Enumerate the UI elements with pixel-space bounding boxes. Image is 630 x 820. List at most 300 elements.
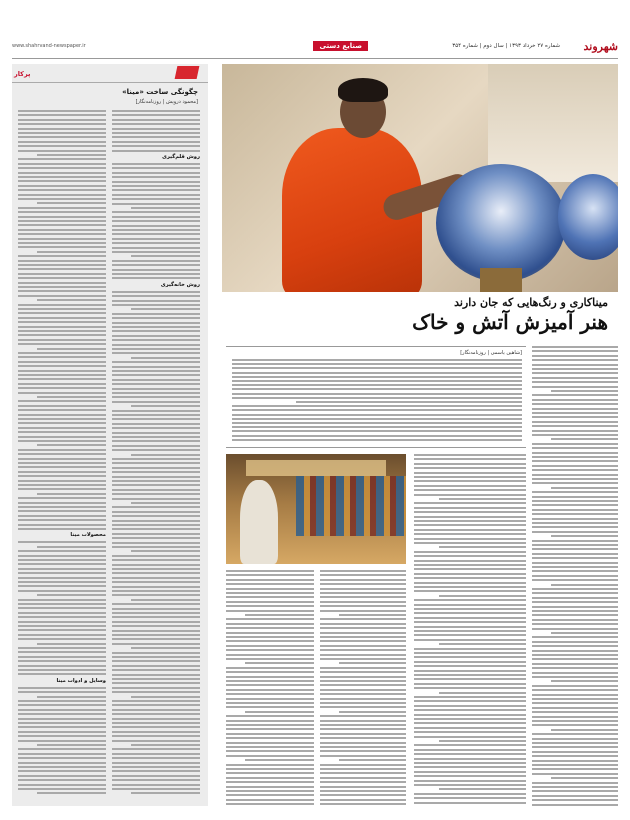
- text-line: [414, 533, 526, 535]
- text-line: [551, 777, 618, 779]
- text-line: [112, 515, 200, 517]
- text-line: [532, 403, 618, 405]
- text-line: [112, 559, 200, 561]
- text-line: [439, 643, 526, 645]
- text-line: [112, 370, 200, 372]
- text-line: [112, 489, 200, 491]
- text-line: [414, 604, 526, 606]
- text-line: [320, 693, 406, 695]
- text-line: [320, 728, 406, 730]
- text-line: [112, 238, 200, 240]
- text-line: [339, 759, 406, 761]
- text-line: [18, 458, 106, 460]
- text-line: [439, 498, 526, 500]
- text-line: [414, 599, 526, 601]
- text-line: [532, 667, 618, 669]
- text-line: [37, 744, 106, 746]
- text-line: [226, 684, 314, 686]
- text-line: [226, 799, 314, 801]
- text-line: [18, 233, 106, 235]
- text-line: [18, 123, 106, 125]
- text-line: [226, 592, 314, 594]
- text-line: [532, 460, 618, 462]
- text-line: [131, 744, 200, 746]
- sidebar-column-left: [18, 110, 106, 798]
- text-line: [320, 583, 406, 585]
- text-line: [18, 365, 106, 367]
- text-line: [18, 387, 106, 389]
- text-line: [532, 421, 618, 423]
- text-line: [232, 414, 522, 416]
- text-line: [532, 760, 618, 762]
- text-line: [112, 114, 200, 116]
- text-line: [112, 757, 200, 759]
- text-line: [532, 768, 618, 770]
- text-line: [532, 504, 618, 506]
- text-line: [414, 467, 526, 469]
- red-flag-icon: [175, 66, 200, 79]
- text-line: [112, 291, 200, 293]
- article-kicker: میناکاری و رنگ‌هایی که جان دارند: [454, 296, 608, 309]
- text-line: [112, 330, 200, 332]
- text-line: [18, 207, 106, 209]
- text-line: [245, 711, 314, 713]
- text-line: [18, 449, 106, 451]
- sidebar-author: [محمود درویش | روزنامه‌نگار]: [135, 99, 198, 105]
- text-line: [532, 377, 618, 379]
- text-line: [18, 510, 106, 512]
- text-line: [131, 502, 200, 504]
- text-line: [226, 601, 314, 603]
- text-line: [226, 671, 314, 673]
- text-line: [320, 654, 406, 656]
- text-line: [226, 737, 314, 739]
- text-line: [414, 520, 526, 522]
- text-line: [226, 640, 314, 642]
- text-line: [532, 672, 618, 674]
- text-line: [18, 673, 106, 675]
- text-line: [18, 361, 106, 363]
- text-line: [414, 758, 526, 760]
- text-line: [112, 388, 200, 390]
- issue-line: شماره ۲۷ خرداد ۱۳۹۳ | سال دوم | شماره ۳۵۴: [452, 43, 560, 49]
- text-line: [18, 665, 106, 667]
- text-line: [414, 458, 526, 460]
- text-line: [320, 596, 406, 598]
- text-line: [532, 746, 618, 748]
- text-line: [414, 476, 526, 478]
- text-line: [18, 370, 106, 372]
- text-line: [112, 220, 200, 222]
- text-line: [112, 392, 200, 394]
- text-line: [414, 507, 526, 509]
- text-line: [112, 269, 200, 271]
- text-line: [112, 493, 200, 495]
- text-line: [414, 709, 526, 711]
- text-line: [112, 603, 200, 605]
- text-line: [532, 720, 618, 722]
- text-line: [226, 579, 314, 581]
- text-line: [112, 775, 200, 777]
- text-line: [18, 572, 106, 574]
- text-line: [18, 436, 106, 438]
- text-line: [532, 755, 618, 757]
- text-line: [339, 614, 406, 616]
- article-column-2: [414, 454, 526, 806]
- text-line: [532, 610, 618, 612]
- text-line: [532, 434, 618, 436]
- text-line: [112, 577, 200, 579]
- text-line: [320, 794, 406, 796]
- text-line: [532, 346, 618, 348]
- text-line: [18, 418, 106, 420]
- text-line: [414, 485, 526, 487]
- text-line: [131, 405, 200, 407]
- text-line: [18, 119, 106, 121]
- text-line: [320, 715, 406, 717]
- text-line: [320, 623, 406, 625]
- text-line: [414, 696, 526, 698]
- text-line: [112, 564, 200, 566]
- text-line: [131, 308, 200, 310]
- text-line: [112, 590, 200, 592]
- text-line: [320, 667, 406, 669]
- text-line: [532, 469, 618, 471]
- text-line: [18, 194, 106, 196]
- text-line: [18, 563, 106, 565]
- photo-enamel-wall: [296, 476, 406, 536]
- text-line: [18, 748, 106, 750]
- text-line: [112, 476, 200, 478]
- text-line: [18, 488, 106, 490]
- text-line: [18, 502, 106, 504]
- text-line: [532, 716, 618, 718]
- text-line: [18, 651, 106, 653]
- text-line: [18, 136, 106, 138]
- text-line: [112, 520, 200, 522]
- text-line: [439, 595, 526, 597]
- text-line: [414, 687, 526, 689]
- text-line: [18, 612, 106, 614]
- text-line: [226, 583, 314, 585]
- text-line: [18, 621, 106, 623]
- text-line: [226, 715, 314, 717]
- text-line: [18, 515, 106, 517]
- text-line: [414, 661, 526, 663]
- text-line: [320, 777, 406, 779]
- text-line: [320, 671, 406, 673]
- text-line: [112, 366, 200, 368]
- text-line: [18, 766, 106, 768]
- text-line: [532, 513, 618, 515]
- text-line: [112, 731, 200, 733]
- text-line: [18, 506, 106, 508]
- text-line: [226, 772, 314, 774]
- text-line: [18, 260, 106, 262]
- text-line: [37, 493, 106, 495]
- text-line: [551, 535, 618, 537]
- text-line: [18, 321, 106, 323]
- text-line: [532, 676, 618, 678]
- text-line: [112, 361, 200, 363]
- text-line: [339, 711, 406, 713]
- text-line: [112, 247, 200, 249]
- text-line: [18, 431, 106, 433]
- text-line: [18, 339, 106, 341]
- text-line: [320, 803, 406, 805]
- text-line: [18, 220, 106, 222]
- text-line: [532, 654, 618, 656]
- text-line: [37, 792, 106, 794]
- text-line: [112, 638, 200, 640]
- text-line: [232, 426, 522, 428]
- text-line: [532, 478, 618, 480]
- text-line: [112, 656, 200, 658]
- text-line: [532, 465, 618, 467]
- text-line: [532, 738, 618, 740]
- text-line: [532, 443, 618, 445]
- text-line: [232, 405, 522, 407]
- sidebar-header: [12, 64, 208, 83]
- text-line: [320, 680, 406, 682]
- text-line: [532, 619, 618, 621]
- text-line: [112, 700, 200, 702]
- text-line: [112, 110, 200, 112]
- text-line: [18, 700, 106, 702]
- photo-bowl-stand: [480, 268, 522, 292]
- text-line: [532, 548, 618, 550]
- text-line: [414, 700, 526, 702]
- text-line: [439, 692, 526, 694]
- text-line: [226, 618, 314, 620]
- text-line: [320, 632, 406, 634]
- text-line: [414, 538, 526, 540]
- text-line: [232, 393, 522, 395]
- text-line: [112, 374, 200, 376]
- text-line: [112, 317, 200, 319]
- text-line: [131, 255, 200, 257]
- text-line: [112, 669, 200, 671]
- text-line: [18, 550, 106, 552]
- text-line: [112, 753, 200, 755]
- text-line: [37, 348, 106, 350]
- text-line: [18, 150, 106, 152]
- text-line: [414, 802, 526, 804]
- text-line: [112, 379, 200, 381]
- text-line: [112, 304, 200, 306]
- text-line: [18, 607, 106, 609]
- text-line: [18, 541, 106, 543]
- newspaper-logo: شهروند: [583, 40, 618, 53]
- sidebar-label: پرکار: [14, 70, 31, 78]
- text-line: [112, 449, 200, 451]
- text-line: [18, 383, 106, 385]
- text-line: [532, 522, 618, 524]
- text-line: [112, 546, 200, 548]
- text-line: [532, 623, 618, 625]
- text-line: [551, 438, 618, 440]
- text-line: [37, 251, 106, 253]
- text-line: [112, 277, 200, 279]
- text-line: [226, 574, 314, 576]
- text-line: [414, 454, 526, 456]
- text-line: [532, 689, 618, 691]
- text-line: [532, 570, 618, 572]
- text-line: [414, 542, 526, 544]
- text-line: [112, 735, 200, 737]
- text-line: [414, 502, 526, 504]
- text-line: [414, 762, 526, 764]
- text-line: [18, 638, 106, 640]
- text-line: [232, 380, 522, 382]
- text-line: [112, 295, 200, 297]
- text-line: [112, 414, 200, 416]
- text-line: [414, 529, 526, 531]
- text-line: [414, 639, 526, 641]
- text-line: [532, 707, 618, 709]
- text-line: [414, 608, 526, 610]
- text-line: [112, 581, 200, 583]
- text-line: [226, 596, 314, 598]
- text-line: [296, 401, 522, 403]
- text-line: [18, 577, 106, 579]
- text-line: [414, 551, 526, 553]
- text-line: [532, 544, 618, 546]
- text-line: [18, 735, 106, 737]
- text-line: [112, 498, 200, 500]
- text-line: [232, 409, 522, 411]
- text-line: [532, 592, 618, 594]
- text-line: [532, 636, 618, 638]
- text-line: [112, 555, 200, 557]
- text-line: [414, 793, 526, 795]
- sidebar-subheading: روش خانه‌گیری: [160, 281, 200, 288]
- text-line: [414, 744, 526, 746]
- text-line: [414, 749, 526, 751]
- text-line: [414, 621, 526, 623]
- text-line: [532, 482, 618, 484]
- text-line: [320, 724, 406, 726]
- text-line: [414, 582, 526, 584]
- text-line: [18, 770, 106, 772]
- text-line: [18, 524, 106, 526]
- text-line: [112, 203, 200, 205]
- text-line: [18, 629, 106, 631]
- text-line: [112, 260, 200, 262]
- article-column-3: [320, 570, 406, 806]
- text-line: [532, 474, 618, 476]
- text-line: [226, 768, 314, 770]
- article-column-4: [226, 570, 314, 806]
- text-line: [112, 762, 200, 764]
- second-photo-workshop: [226, 454, 406, 564]
- text-line: [18, 691, 106, 693]
- text-line: [112, 445, 200, 447]
- text-line: [245, 662, 314, 664]
- text-line: [320, 618, 406, 620]
- text-line: [18, 282, 106, 284]
- text-line: [18, 422, 106, 424]
- text-line: [532, 456, 618, 458]
- text-line: [532, 566, 618, 568]
- text-line: [532, 399, 618, 401]
- text-line: [414, 718, 526, 720]
- text-line: [532, 430, 618, 432]
- text-line: [532, 372, 618, 374]
- text-line: [532, 614, 618, 616]
- lead-text: [232, 359, 522, 443]
- text-line: [226, 693, 314, 695]
- text-line: [532, 557, 618, 559]
- text-line: [112, 722, 200, 724]
- text-line: [18, 290, 106, 292]
- text-line: [320, 799, 406, 801]
- text-line: [18, 255, 106, 257]
- text-line: [532, 381, 618, 383]
- text-line: [532, 364, 618, 366]
- text-line: [18, 709, 106, 711]
- text-line: [18, 374, 106, 376]
- text-line: [112, 572, 200, 574]
- text-line: [112, 726, 200, 728]
- text-line: [112, 326, 200, 328]
- sidebar-column-right: [112, 110, 200, 798]
- text-line: [18, 110, 106, 112]
- text-line: [532, 452, 618, 454]
- text-line: [532, 694, 618, 696]
- text-line: [226, 794, 314, 796]
- text-line: [226, 636, 314, 638]
- text-line: [226, 724, 314, 726]
- text-line: [532, 733, 618, 735]
- text-line: [245, 614, 314, 616]
- text-line: [112, 616, 200, 618]
- text-line: [532, 518, 618, 520]
- text-line: [18, 528, 106, 530]
- text-line: [532, 773, 618, 775]
- text-line: [414, 634, 526, 636]
- text-line: [112, 770, 200, 772]
- text-line: [226, 610, 314, 612]
- text-line: [18, 356, 106, 358]
- text-line: [112, 621, 200, 623]
- photo-enamel-bowl-2: [558, 174, 618, 260]
- text-line: [226, 790, 314, 792]
- text-line: [532, 804, 618, 806]
- text-line: [232, 418, 522, 420]
- text-line: [112, 524, 200, 526]
- text-line: [112, 788, 200, 790]
- text-line: [414, 652, 526, 654]
- text-line: [18, 784, 106, 786]
- text-line: [112, 335, 200, 337]
- text-line: [320, 755, 406, 757]
- text-line: [226, 733, 314, 735]
- text-line: [18, 180, 106, 182]
- text-line: [18, 242, 106, 244]
- text-line: [532, 790, 618, 792]
- text-line: [414, 617, 526, 619]
- photo-enamel-bowl: [436, 164, 566, 282]
- text-line: [320, 746, 406, 748]
- text-line: [339, 662, 406, 664]
- text-line: [112, 427, 200, 429]
- text-line: [320, 636, 406, 638]
- text-line: [532, 447, 618, 449]
- text-line: [226, 777, 314, 779]
- text-line: [112, 709, 200, 711]
- text-line: [532, 786, 618, 788]
